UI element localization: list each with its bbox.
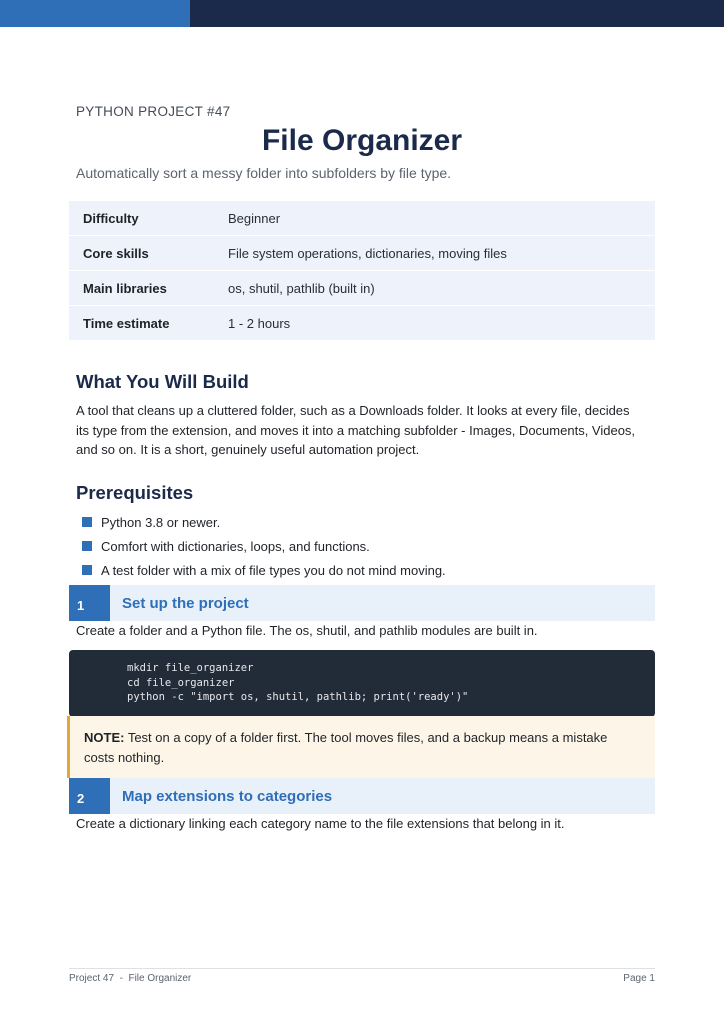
info-label: Core skills bbox=[83, 245, 149, 261]
info-label: Time estimate bbox=[83, 315, 170, 331]
info-row-difficulty bbox=[69, 201, 655, 236]
bullet-square-icon bbox=[82, 541, 92, 551]
project-info-table bbox=[69, 201, 655, 341]
info-value: File system operations, dictionaries, moving files bbox=[228, 245, 507, 261]
prerequisites-list bbox=[82, 510, 446, 582]
note-callout bbox=[67, 716, 655, 778]
info-value: Beginner bbox=[228, 210, 281, 226]
step-number-badge: 1 bbox=[69, 585, 110, 621]
list-item-text: Comfort with dictionaries, loops, and functions. bbox=[101, 538, 370, 554]
footer-page-number: Page 1 bbox=[623, 973, 655, 984]
info-row-main-libraries bbox=[69, 271, 655, 306]
top-banner-accent bbox=[0, 0, 190, 27]
section-heading-prerequisites: Prerequisites bbox=[76, 482, 194, 503]
step-number-badge: 2 bbox=[69, 778, 110, 814]
bullet-square-icon bbox=[82, 565, 92, 575]
bullet-square-icon bbox=[82, 517, 92, 527]
list-item-text: A test folder with a mix of file types you do not mind moving. bbox=[101, 562, 446, 578]
code-line: cd file_organizer bbox=[127, 676, 235, 689]
step-title: Set up the project bbox=[122, 594, 249, 612]
build-description: A tool that cleans up a cluttered folder, such as a Downloads folder. It looks at every file, decides its type from the extension, and moves it into a matching subfolder - Images, Documents, Videos, and so on. It is a short, genuinely useful automation project. bbox=[76, 403, 636, 457]
step-description: Create a dictionary linking each category name to the file extensions that belong in it. bbox=[76, 816, 565, 831]
footer-divider bbox=[69, 968, 655, 969]
code-line: mkdir file_organizer bbox=[127, 662, 254, 674]
page-title: File Organizer bbox=[261, 124, 463, 157]
list-item bbox=[82, 510, 446, 534]
step-header-1 bbox=[69, 585, 655, 621]
code-line: python -c "import os, shutil, pathlib; print('ready')" bbox=[127, 691, 469, 703]
step-title: Map extensions to categories bbox=[122, 787, 333, 805]
step-description: Create a folder and a Python file. The os, shutil, and pathlib modules are built in. bbox=[76, 623, 538, 638]
note-label: NOTE: bbox=[84, 730, 125, 745]
step-header-2 bbox=[69, 778, 655, 814]
project-kicker: PYTHON PROJECT #47 bbox=[76, 104, 231, 119]
footer-project-label: Project 47 - File Organizer bbox=[69, 973, 192, 984]
info-value: 1 - 2 hours bbox=[228, 315, 291, 331]
page-subtitle: Automatically sort a messy folder into subfolders by file type. bbox=[76, 165, 452, 181]
info-row-core-skills bbox=[69, 236, 655, 271]
info-row-time-estimate bbox=[69, 306, 655, 341]
info-value: os, shutil, pathlib (built in) bbox=[228, 280, 375, 296]
list-item bbox=[82, 534, 446, 558]
code-block bbox=[69, 650, 655, 717]
section-heading-build: What You Will Build bbox=[76, 371, 249, 392]
list-item-text: Python 3.8 or newer. bbox=[101, 514, 221, 530]
info-label: Difficulty bbox=[83, 210, 139, 226]
info-label: Main libraries bbox=[83, 280, 167, 296]
note-text: Test on a copy of a folder first. The tool moves files, and a backup means a mistake costs nothing. bbox=[84, 730, 608, 765]
list-item bbox=[82, 558, 446, 582]
